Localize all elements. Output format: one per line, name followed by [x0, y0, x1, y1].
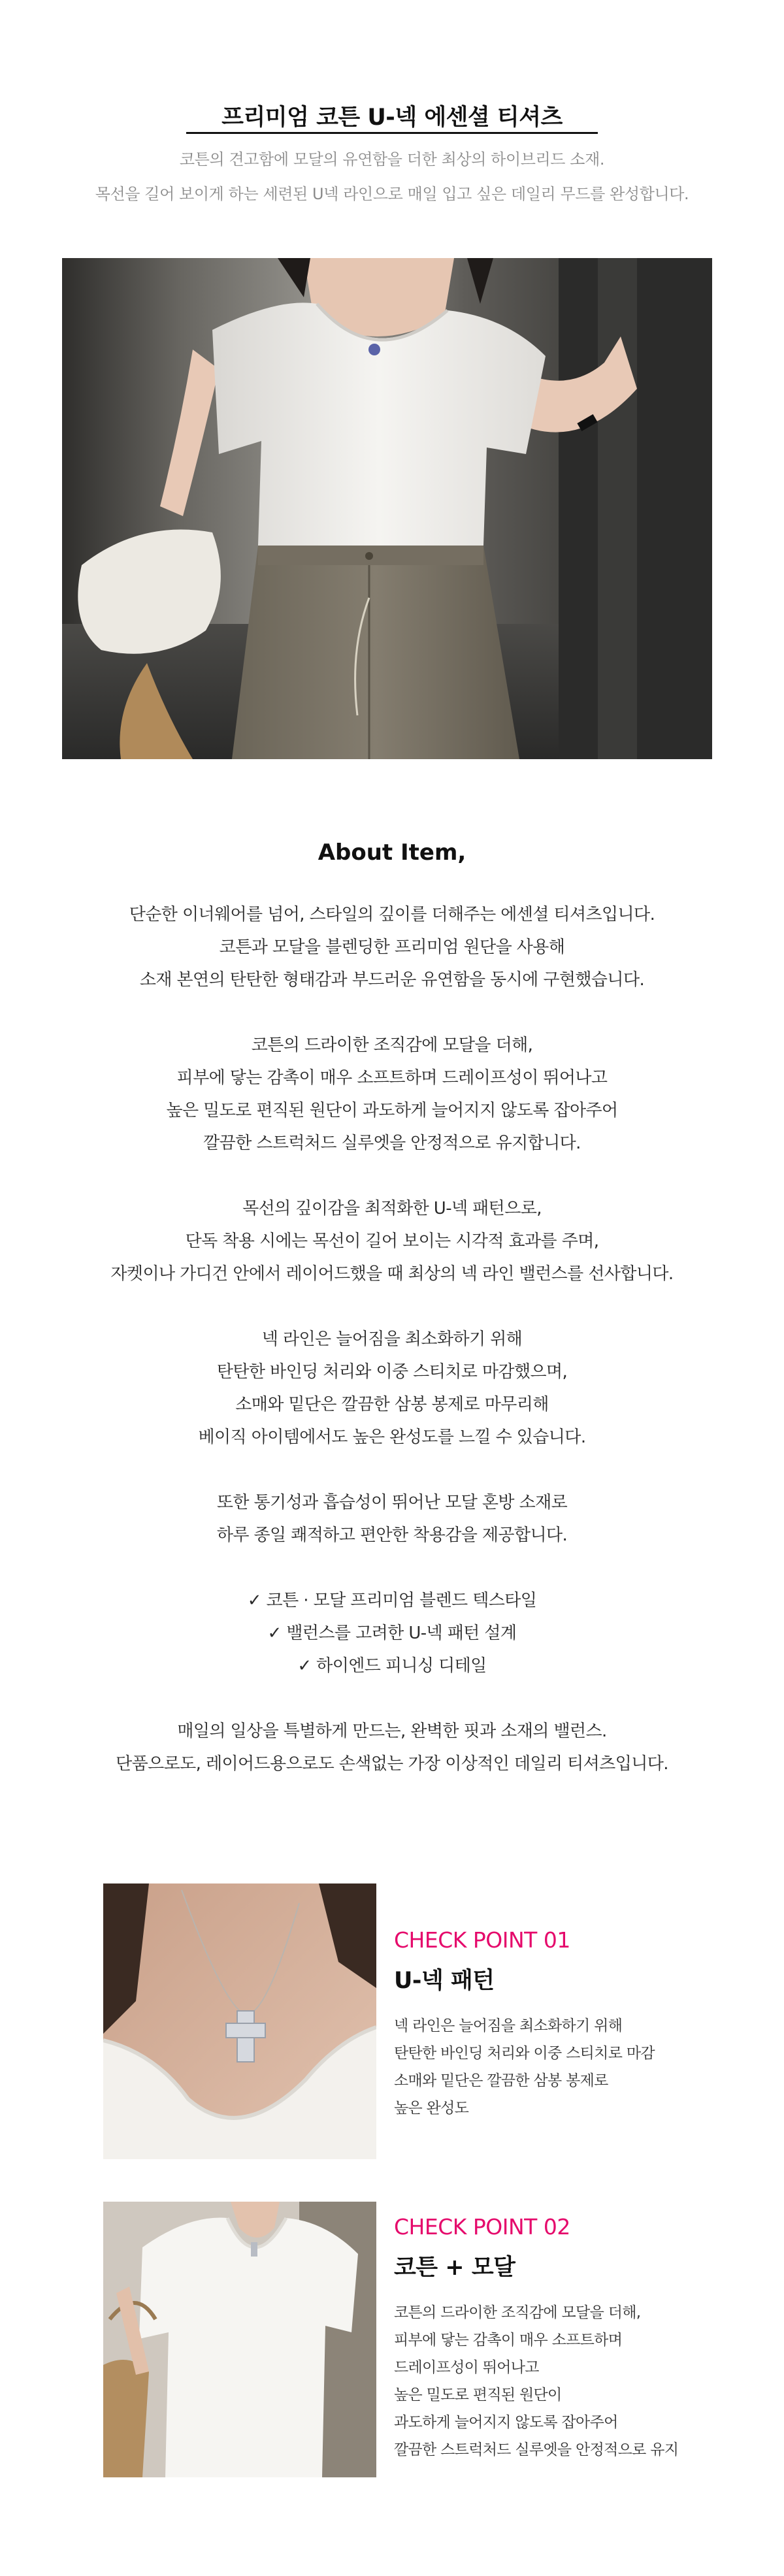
checkpoint-1-text	[394, 1927, 760, 2122]
about-paragraph	[0, 1192, 784, 1290]
about-paragraph	[0, 1323, 784, 1454]
checkpoint-1-description	[394, 2012, 760, 2122]
about-line: 넥 라인은 늘어짐을 최소화하기 위해	[261, 1329, 523, 1349]
feature-item: ✓ 밸런스를 고려한 U-넥 패턴 설계	[267, 1623, 517, 1643]
about-paragraph	[0, 1029, 784, 1160]
product-subtitle-line-2: 목선을 길어 보이게 하는 세련된 U넥 라인으로 매일 입고 싶은 데일리 무드를 완성합니다.	[95, 185, 689, 203]
checkpoint-1-line: 넥 라인은 늘어짐을 최소화하기 위해	[394, 2017, 623, 2034]
product-subtitle-line-1: 코튼의 견고함에 모달의 유연함을 더한 최상의 하이브리드 소재.	[179, 150, 605, 169]
checkpoint-2-photo	[103, 2202, 376, 2477]
about-line: 자켓이나 가디건 안에서 레이어드했을 때 최상의 넥 라인 밸런스를 선사합니다.	[110, 1264, 674, 1284]
about-line: 단순한 이너웨어를 넘어, 스타일의 깊이를 더해주는 에센셜 티셔츠입니다.	[129, 905, 655, 924]
about-line: 코튼의 드라이한 조직감에 모달을 더해,	[251, 1035, 533, 1055]
checkpoint-2-line: 과도하게 늘어지지 않도록 잡아주어	[394, 2414, 618, 2431]
checkpoint-1-line: 소매와 밑단은 깔끔한 삼봉 봉제로	[394, 2072, 608, 2089]
checkpoint-1-label: CHECK POINT 01	[394, 1927, 570, 1953]
checkpoint-2-line: 드레이프성이 뛰어나고	[394, 2359, 539, 2376]
about-line: 피부에 닿는 감촉이 매우 소프트하며 드레이프성이 뛰어나고	[176, 1068, 608, 1088]
about-line: 깔끔한 스트럭처드 실루엣을 안정적으로 유지합니다.	[203, 1133, 581, 1153]
about-item-heading: About Item,	[318, 840, 466, 866]
about-paragraph	[0, 1486, 784, 1552]
about-feature-list	[0, 1584, 784, 1682]
product-title: 프리미엄 코튼 U-넥 에센셜 티셔츠	[221, 105, 563, 131]
about-line: 하루 종일 쾌적하고 편안한 착용감을 제공합니다.	[216, 1525, 568, 1545]
about-line: 높은 밀도로 편직된 원단이 과도하게 늘어지지 않도록 잡아주어	[166, 1101, 618, 1120]
about-line: 코튼과 모달을 블렌딩한 프리미엄 원단을 사용해	[219, 937, 565, 957]
hero-product-photo	[62, 258, 712, 759]
checkpoint-1-line: 탄탄한 바인딩 처리와 이중 스티치로 마감	[394, 2045, 655, 2062]
about-paragraph	[0, 1715, 784, 1780]
checkpoint-2-description	[394, 2299, 760, 2464]
feature-item: ✓ 코튼 · 모달 프리미엄 블렌드 텍스타일	[247, 1591, 537, 1610]
about-line: 소매와 밑단은 깔끔한 삼봉 봉제로 마무리해	[235, 1395, 549, 1414]
neckline-photo-illustration	[103, 1883, 376, 2159]
checkpoint-1-photo	[103, 1883, 376, 2159]
hero-photo-illustration	[62, 258, 712, 759]
checkpoint-2-line: 깔끔한 스트럭처드 실루엣을 안정적으로 유지	[394, 2441, 679, 2458]
checkpoint-2-line: 코튼의 드라이한 조직감에 모달을 더해,	[394, 2304, 641, 2321]
checkpoint-2-heading: 코튼 + 모달	[394, 2255, 515, 2281]
about-line: 단독 착용 시에는 목선이 길어 보이는 시각적 효과를 주며,	[185, 1231, 599, 1251]
about-line: 베이직 아이템에서도 높은 완성도를 느낄 수 있습니다.	[198, 1427, 586, 1447]
about-line: 소재 본연의 탄탄한 형태감과 부드러운 유연함을 동시에 구현했습니다.	[139, 970, 645, 990]
checkpoint-2-label: CHECK POINT 02	[394, 2214, 570, 2240]
about-line: 또한 통기성과 흡습성이 뛰어난 모달 혼방 소재로	[216, 1493, 568, 1512]
checkpoint-2-line: 피부에 닿는 감촉이 매우 소프트하며	[394, 2332, 623, 2349]
about-paragraph	[0, 898, 784, 996]
feature-item: ✓ 하이엔드 피니싱 디테일	[297, 1656, 487, 1676]
title-underline	[186, 132, 598, 134]
about-line: 매일의 일상을 특별하게 만드는, 완벽한 핏과 소재의 밸런스.	[177, 1721, 607, 1741]
checkpoint-1-line: 높은 완성도	[394, 2100, 469, 2117]
about-line: 탄탄한 바인딩 처리와 이중 스티치로 마감했으며,	[216, 1362, 568, 1382]
about-line: 목선의 깊이감을 최적화한 U-넥 패턴으로,	[242, 1199, 542, 1218]
tee-front-photo-illustration	[103, 2202, 376, 2477]
checkpoint-1-heading: U-넥 패턴	[394, 1968, 495, 1994]
about-item-body	[0, 898, 784, 1813]
checkpoint-2-line: 높은 밀도로 편직된 원단이	[394, 2387, 562, 2404]
checkpoint-2-text	[394, 2214, 760, 2464]
about-line: 단품으로도, 레이어드용으로도 손색없는 가장 이상적인 데일리 티셔츠입니다.	[116, 1754, 668, 1774]
